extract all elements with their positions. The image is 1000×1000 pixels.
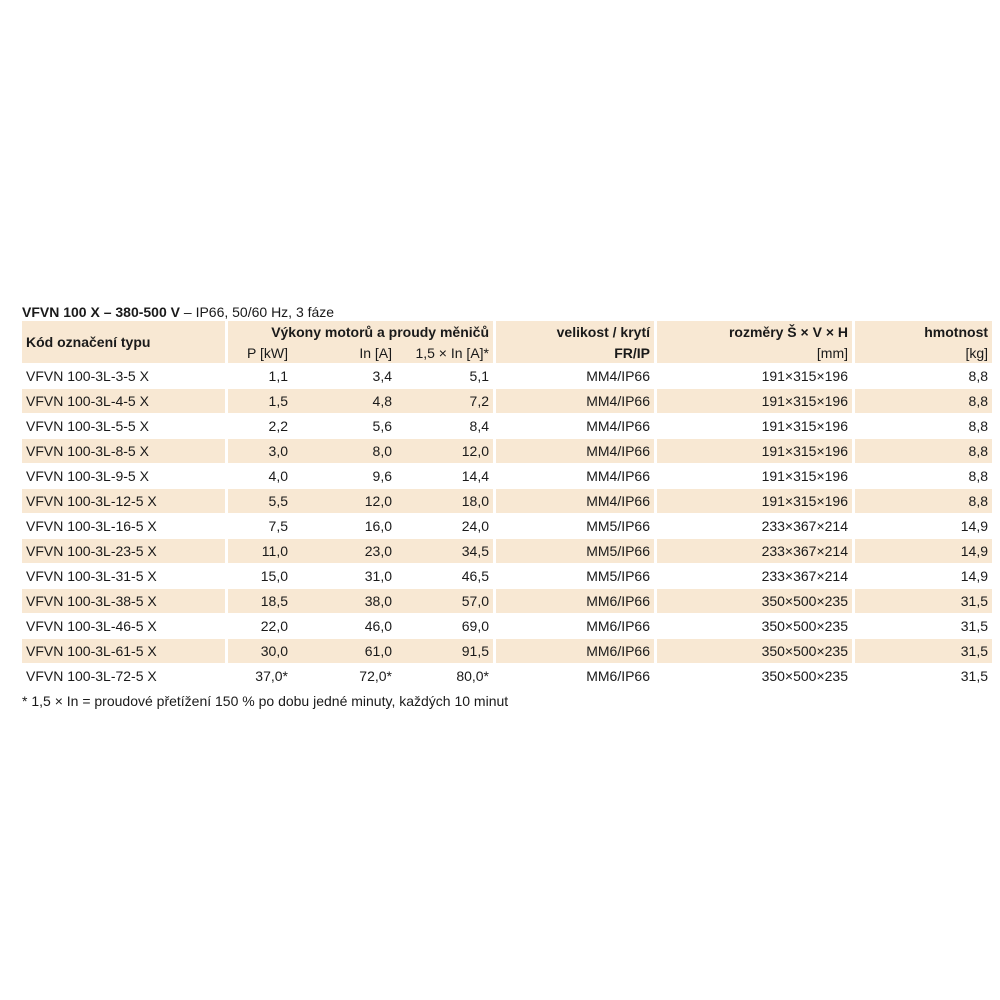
cell-kg: 8,8 [855, 363, 992, 388]
table-header [22, 321, 992, 363]
cell-in15: 18,0 [396, 488, 496, 513]
cell-kod: VFVN 100-3L-72-5 X [22, 663, 228, 688]
table-title-bold: VFVN 100 X – 380-500 V [22, 304, 180, 320]
cell-in15: 57,0 [396, 588, 496, 613]
cell-rozmery: 350×500×235 [657, 613, 855, 638]
cell-in: 46,0 [292, 613, 396, 638]
table-row [22, 438, 992, 463]
cell-p: 30,0 [228, 638, 292, 663]
cell-rozmery: 191×315×196 [657, 488, 855, 513]
cell-rozmery: 191×315×196 [657, 363, 855, 388]
cell-rozmery: 191×315×196 [657, 388, 855, 413]
cell-in15: 7,2 [396, 388, 496, 413]
cell-p: 37,0* [228, 663, 292, 688]
cell-kod: VFVN 100-3L-16-5 X [22, 513, 228, 538]
cell-in15: 24,0 [396, 513, 496, 538]
cell-kod: VFVN 100-3L-46-5 X [22, 613, 228, 638]
cell-in15: 46,5 [396, 563, 496, 588]
cell-in15: 34,5 [396, 538, 496, 563]
cell-kg: 31,5 [855, 613, 992, 638]
header-kod: Kód označení typu [22, 321, 228, 363]
cell-in15: 12,0 [396, 438, 496, 463]
cell-in15: 5,1 [396, 363, 496, 388]
cell-in: 8,0 [292, 438, 396, 463]
cell-in: 4,8 [292, 388, 396, 413]
cell-p: 3,0 [228, 438, 292, 463]
cell-frip: MM5/IP66 [496, 538, 657, 563]
header-rozmery: rozměry Š × V × H [657, 321, 855, 343]
cell-kg: 8,8 [855, 463, 992, 488]
cell-p: 7,5 [228, 513, 292, 538]
cell-frip: MM6/IP66 [496, 613, 657, 638]
header-frip: FR/IP [496, 343, 657, 363]
cell-in15: 80,0* [396, 663, 496, 688]
cell-kod: VFVN 100-3L-61-5 X [22, 638, 228, 663]
header-in: In [A] [292, 343, 396, 363]
cell-in: 23,0 [292, 538, 396, 563]
cell-in15: 69,0 [396, 613, 496, 638]
cell-kg: 31,5 [855, 588, 992, 613]
cell-kg: 8,8 [855, 438, 992, 463]
header-mm: [mm] [657, 343, 855, 363]
cell-kg: 31,5 [855, 638, 992, 663]
header-p: P [kW] [228, 343, 292, 363]
table-row [22, 388, 992, 413]
cell-in: 3,4 [292, 363, 396, 388]
cell-kg: 8,8 [855, 388, 992, 413]
cell-frip: MM6/IP66 [496, 663, 657, 688]
header-kg: [kg] [855, 343, 992, 363]
cell-p: 2,2 [228, 413, 292, 438]
cell-p: 1,5 [228, 388, 292, 413]
cell-kg: 8,8 [855, 413, 992, 438]
cell-kg: 31,5 [855, 663, 992, 688]
table-row [22, 513, 992, 538]
cell-kg: 8,8 [855, 488, 992, 513]
cell-kod: VFVN 100-3L-9-5 X [22, 463, 228, 488]
cell-in: 12,0 [292, 488, 396, 513]
cell-in: 61,0 [292, 638, 396, 663]
cell-kod: VFVN 100-3L-38-5 X [22, 588, 228, 613]
cell-kod: VFVN 100-3L-3-5 X [22, 363, 228, 388]
cell-frip: MM4/IP66 [496, 363, 657, 388]
cell-p: 4,0 [228, 463, 292, 488]
cell-kod: VFVN 100-3L-4-5 X [22, 388, 228, 413]
cell-in: 72,0* [292, 663, 396, 688]
cell-p: 11,0 [228, 538, 292, 563]
table-row [22, 463, 992, 488]
cell-kod: VFVN 100-3L-5-5 X [22, 413, 228, 438]
cell-frip: MM4/IP66 [496, 438, 657, 463]
cell-kod: VFVN 100-3L-8-5 X [22, 438, 228, 463]
table-body [22, 363, 992, 688]
header-vykony: Výkony motorů a proudy měničů [228, 321, 496, 343]
table-row [22, 363, 992, 388]
cell-frip: MM4/IP66 [496, 463, 657, 488]
cell-in15: 14,4 [396, 463, 496, 488]
cell-kod: VFVN 100-3L-12-5 X [22, 488, 228, 513]
cell-frip: MM4/IP66 [496, 488, 657, 513]
table-row [22, 413, 992, 438]
cell-rozmery: 350×500×235 [657, 638, 855, 663]
cell-rozmery: 233×367×214 [657, 563, 855, 588]
cell-rozmery: 191×315×196 [657, 438, 855, 463]
header-hmotnost: hmotnost [855, 321, 992, 343]
cell-rozmery: 233×367×214 [657, 513, 855, 538]
table-row [22, 563, 992, 588]
cell-p: 18,5 [228, 588, 292, 613]
table-row [22, 613, 992, 638]
cell-frip: MM5/IP66 [496, 563, 657, 588]
cell-in: 16,0 [292, 513, 396, 538]
spec-table [22, 321, 992, 688]
cell-rozmery: 233×367×214 [657, 538, 855, 563]
cell-rozmery: 350×500×235 [657, 588, 855, 613]
cell-frip: MM5/IP66 [496, 513, 657, 538]
cell-in15: 8,4 [396, 413, 496, 438]
cell-frip: MM4/IP66 [496, 413, 657, 438]
cell-rozmery: 191×315×196 [657, 413, 855, 438]
table-row [22, 488, 992, 513]
cell-rozmery: 350×500×235 [657, 663, 855, 688]
cell-frip: MM6/IP66 [496, 638, 657, 663]
table-row [22, 538, 992, 563]
cell-in: 5,6 [292, 413, 396, 438]
cell-p: 15,0 [228, 563, 292, 588]
cell-in: 31,0 [292, 563, 396, 588]
cell-kg: 14,9 [855, 563, 992, 588]
table-title-rest: – IP66, 50/60 Hz, 3 fáze [180, 304, 335, 320]
cell-in: 9,6 [292, 463, 396, 488]
cell-rozmery: 191×315×196 [657, 463, 855, 488]
product-table-section [22, 303, 992, 710]
cell-in15: 91,5 [396, 638, 496, 663]
cell-kg: 14,9 [855, 538, 992, 563]
header-in15: 1,5 × In [A]* [396, 343, 496, 363]
table-title [22, 303, 992, 321]
cell-p: 1,1 [228, 363, 292, 388]
cell-frip: MM6/IP66 [496, 588, 657, 613]
cell-kod: VFVN 100-3L-31-5 X [22, 563, 228, 588]
cell-kg: 14,9 [855, 513, 992, 538]
cell-frip: MM4/IP66 [496, 388, 657, 413]
footnote: * 1,5 × In = proudové přetížení 150 % po dobu jedné minuty, každých 10 minut [22, 693, 509, 709]
cell-kod: VFVN 100-3L-23-5 X [22, 538, 228, 563]
cell-in: 38,0 [292, 588, 396, 613]
table-row [22, 588, 992, 613]
table-row [22, 638, 992, 663]
table-row [22, 663, 992, 688]
header-velikost: velikost / krytí [496, 321, 657, 343]
cell-p: 5,5 [228, 488, 292, 513]
cell-p: 22,0 [228, 613, 292, 638]
